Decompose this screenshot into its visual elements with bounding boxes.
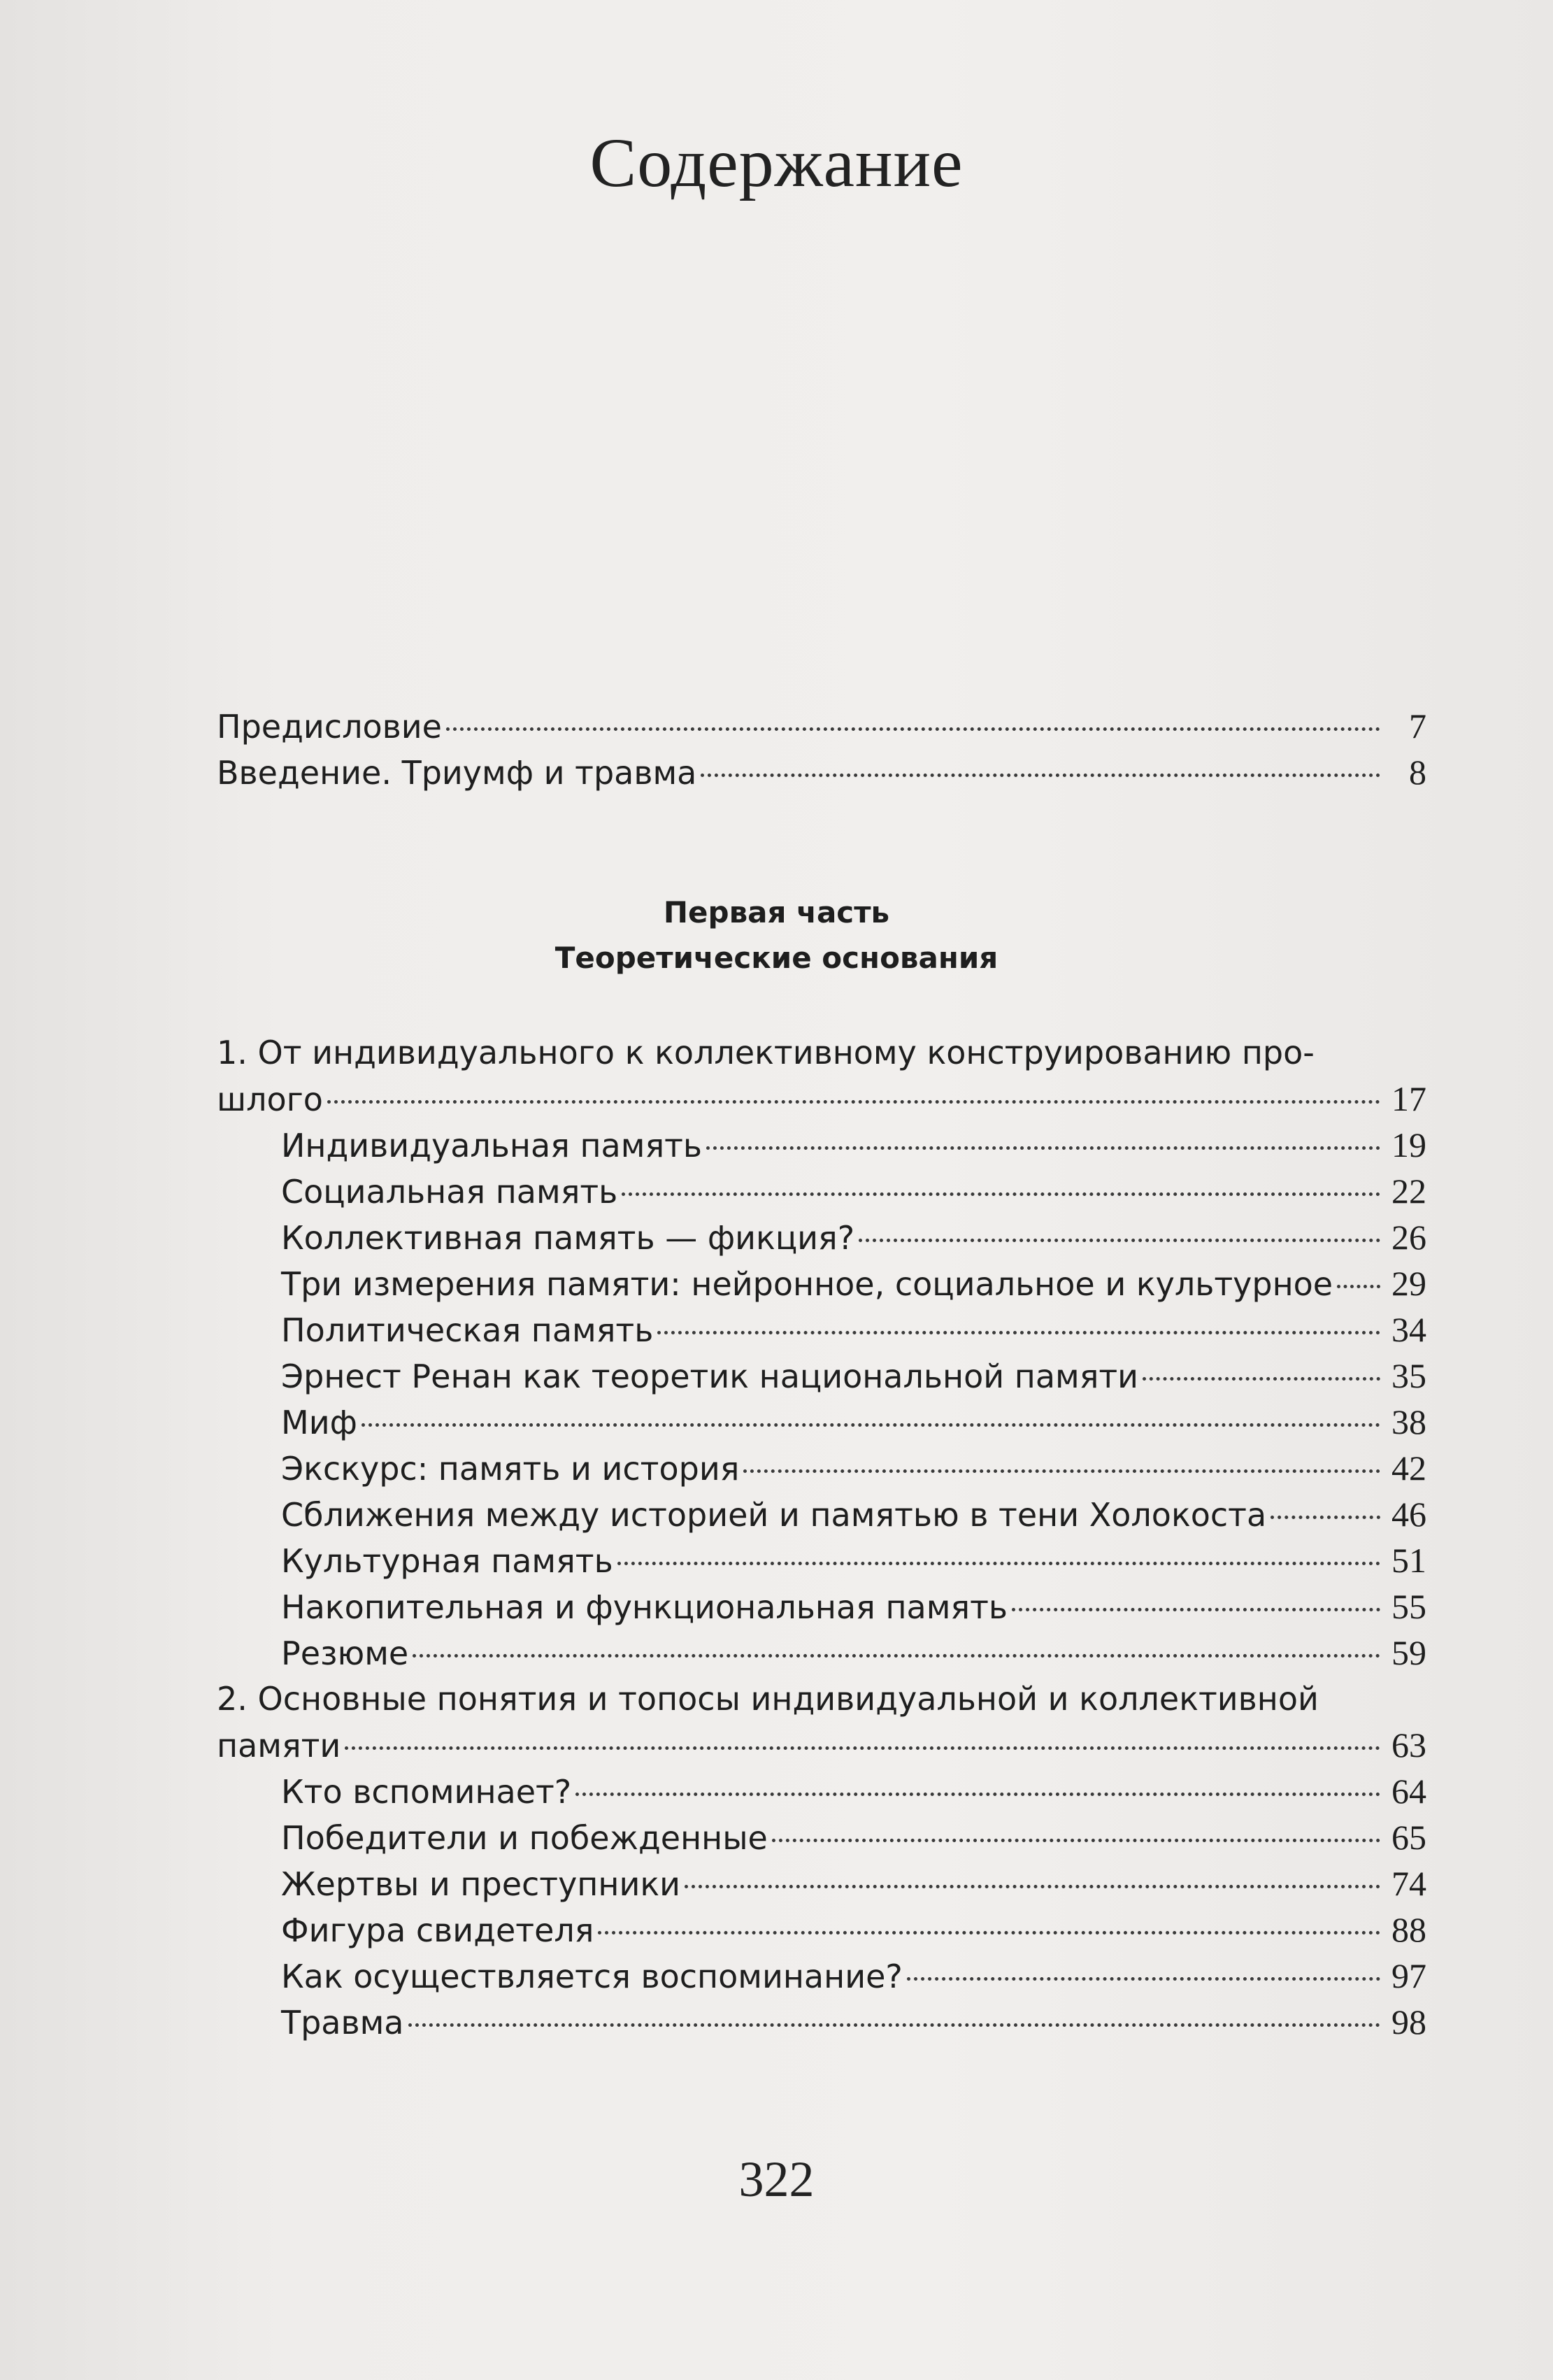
toc-section-label: Резюме [281,1634,409,1672]
toc-section-label: Жертвы и преступники [281,1865,681,1903]
dot-leader [1271,1516,1380,1519]
dot-leader [859,1239,1380,1242]
dot-leader [362,1423,1380,1427]
dot-leader [743,1469,1380,1473]
toc-front-matter [217,703,1426,795]
toc-section-page: 64 [1391,1772,1426,1811]
dot-leader [617,1562,1380,1565]
dot-leader [907,1977,1380,1981]
toc-section-entry[interactable] [217,1122,1426,1168]
toc-section-page: 29 [1391,1264,1426,1303]
toc-entry-page: 63 [1391,1725,1426,1765]
toc-section-page: 19 [1391,1125,1426,1164]
toc-entry[interactable] [217,749,1426,795]
toc-section-entry[interactable] [217,1353,1426,1399]
dot-leader [657,1331,1380,1334]
dot-leader [446,727,1380,731]
toc-section-label: Как осуществляется воспоминание? [281,1958,903,1995]
toc-section-entry[interactable] [217,1445,1426,1491]
toc-section-label: Социальная память [281,1173,618,1211]
toc-section-entry[interactable] [217,1953,1426,1999]
dot-leader [575,1793,1380,1796]
part-title: Теоретические основания [554,941,999,975]
dot-leader [413,1654,1380,1658]
toc-section-entry[interactable] [217,1537,1426,1583]
dot-leader [706,1146,1380,1150]
toc-section-label: Сближения между историей и памятью в тени Холокоста [281,1496,1267,1534]
toc-section-label: Победители и побежденные [281,1819,768,1857]
toc-section-page: 46 [1391,1495,1426,1534]
toc-section-label: Кто вспоминает? [281,1773,572,1811]
toc-section-label: Миф [281,1404,357,1441]
toc-section-label: Политическая память [281,1311,654,1349]
toc-entry-page: 7 [1409,706,1426,746]
chapter-title-continuation: шлого [217,1081,323,1118]
toc-section-label: Коллективная память — фикция? [281,1219,855,1257]
toc-section-label: Фигура свидетеля [281,1911,594,1949]
toc-entry-page: 17 [1391,1079,1426,1118]
toc-entry-label: Предисловие [217,708,442,746]
toc-section-entry[interactable] [217,1260,1426,1306]
dot-leader [598,1931,1380,1934]
chapter-title-continuation: памяти [217,1727,341,1765]
dot-leader [1337,1285,1380,1288]
toc-section-entry[interactable] [217,1907,1426,1953]
toc-section-page: 88 [1391,1910,1426,1949]
toc-section-page: 65 [1391,1818,1426,1857]
dot-leader [1012,1608,1380,1611]
toc-entry[interactable] [217,1076,1426,1122]
toc-section-page: 38 [1391,1402,1426,1441]
toc-section-entry[interactable] [217,1814,1426,1860]
toc-section-label: Эрнест Ренан как теоретик национальной памяти [281,1358,1139,1395]
toc-section-entry[interactable] [217,1768,1426,1814]
toc-section-page: 42 [1391,1448,1426,1488]
toc-section-label: Культурная память [281,1542,613,1580]
toc-section-entry[interactable] [217,1583,1426,1630]
toc-section-entry[interactable] [217,1491,1426,1537]
toc-chapter-2 [217,1676,1426,2045]
page-title: Содержание [589,124,964,201]
dot-leader [701,774,1380,777]
dot-leader [772,1839,1380,1842]
toc-entry[interactable] [217,1722,1426,1768]
toc-entry[interactable] [217,703,1426,749]
toc-section-page: 97 [1391,1956,1426,1995]
toc-chapter-1 [217,1029,1426,1676]
toc-section-label: Травма [281,2004,404,2041]
toc-section-page: 98 [1391,2002,1426,2041]
toc-section-page: 35 [1391,1356,1426,1395]
toc-section-entry[interactable] [217,1168,1426,1214]
part-name: Первая часть [663,895,890,929]
toc-section-page: 26 [1391,1218,1426,1257]
dot-leader [327,1100,1380,1104]
toc-section-label: Три измерения памяти: нейронное, социальное и культурное [281,1265,1333,1303]
dot-leader [408,2023,1381,2027]
dot-leader [1143,1377,1380,1381]
toc-section-entry[interactable] [217,1306,1426,1353]
toc-section-page: 34 [1391,1310,1426,1349]
chapter-title-line[interactable]: 1. От индивидуального к коллективному конструированию про- [217,1034,1315,1071]
chapter-title-line[interactable]: 2. Основные понятия и топосы индивидуальной и коллективной [217,1680,1319,1718]
toc-section-label: Накопительная и функциональная память [281,1588,1008,1626]
toc-section-entry[interactable] [217,1860,1426,1907]
toc-section-page: 74 [1391,1864,1426,1903]
toc-section-entry[interactable] [217,1399,1426,1445]
dot-leader [685,1885,1380,1888]
dot-leader [345,1746,1380,1750]
toc-entry-page: 8 [1409,753,1426,792]
toc-section-entry[interactable] [217,1214,1426,1260]
toc-section-entry[interactable] [217,1999,1426,2045]
toc-section-page: 51 [1391,1541,1426,1580]
page-number: 322 [738,2151,815,2207]
toc-section-label: Экскурс: память и история [281,1450,740,1488]
dot-leader [622,1192,1380,1196]
toc-section-entry[interactable] [217,1630,1426,1676]
toc-section-page: 59 [1391,1633,1426,1672]
toc-section-page: 55 [1391,1587,1426,1626]
toc-section-page: 22 [1391,1171,1426,1211]
toc-entry-label: Введение. Триумф и травма [217,754,697,792]
toc-section-label: Индивидуальная память [281,1127,703,1164]
